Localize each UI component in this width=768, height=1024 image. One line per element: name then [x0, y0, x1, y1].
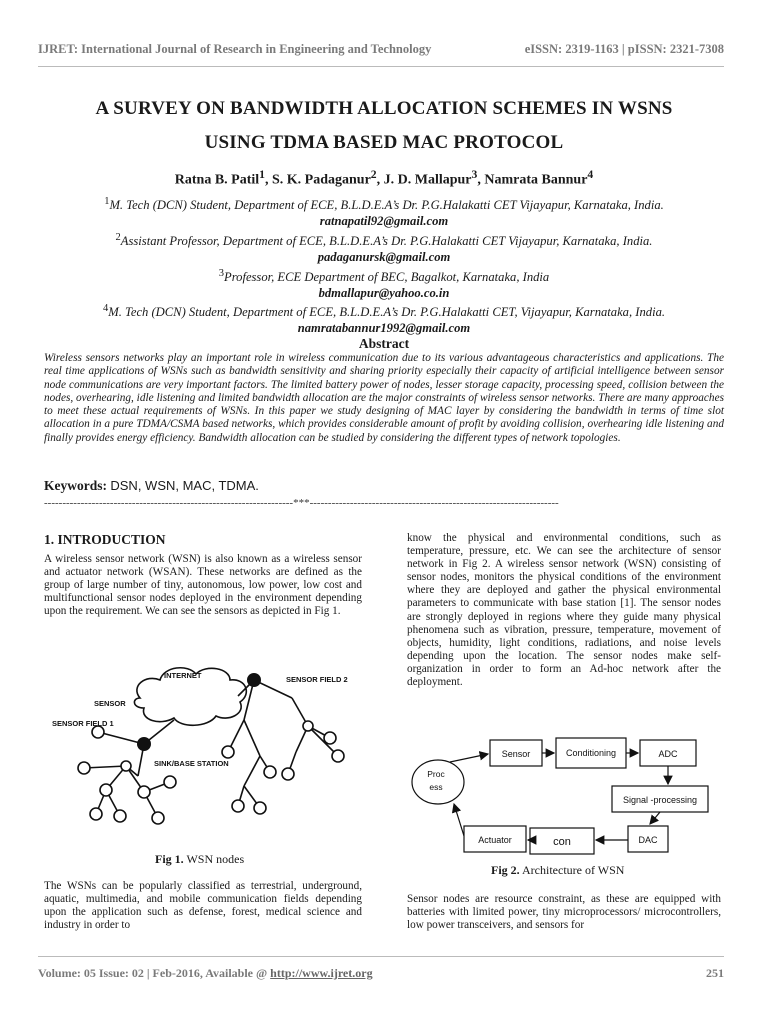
author-name: J. D. Mallapur	[383, 172, 472, 188]
sensor-field-2-label: SENSOR FIELD 2	[286, 675, 348, 684]
paper-title	[0, 92, 768, 160]
figure-wsn-architecture	[410, 732, 722, 856]
block-sensor: Sensor	[501, 749, 531, 759]
affil-sup: 1	[104, 196, 110, 207]
internet-label: INTERNET	[164, 671, 202, 680]
affiliation-text: Assistant Professor, Department of ECE, B.L.D.E.A’s Dr. P.G.Halakatti CET Vijayapur, Karnataka, India.	[120, 233, 653, 248]
affiliation-text: M. Tech (DCN) Student, Department of ECE, B.L.D.E.A’s Dr. P.G.Halakatti CET Vijayapur, Karnataka, India.	[109, 198, 664, 213]
author-list: Ratna B. Patil$^1$, S. K. Padaganur$^2$, J. D. Mallapur$^3$, Namrata Bannur$^4$	[174, 168, 594, 188]
block-conditioning: Conditioning	[565, 748, 617, 758]
block-dac: DAC	[638, 835, 658, 845]
affiliation-text: Professor, ECE Department of BEC, Bagalkot, Karnataka, India	[224, 269, 550, 284]
author-sup: 2	[370, 168, 377, 181]
block-con: con	[553, 836, 571, 848]
section-heading: 1. INTRODUCTION	[44, 532, 166, 547]
fig1-caption	[155, 852, 244, 867]
block-process-line1: Proc	[427, 769, 445, 779]
affil-sup: 2	[115, 231, 121, 243]
footer-volume-text: Volume: 05 Issue: 02 | Feb-2016, Available @	[38, 966, 271, 980]
affiliations	[44, 194, 724, 337]
journal-url-link[interactable]: http://www.ijret.org	[270, 966, 373, 980]
author-name: S. K. Padaganur	[271, 172, 371, 188]
abstract-heading: Abstract	[358, 336, 410, 351]
journal-name: IJRET: International Journal of Research in Engineering and Technology	[38, 42, 432, 56]
fig1-caption-label: Fig 1.	[155, 852, 184, 866]
keywords	[44, 478, 259, 494]
block-adc: ADC	[658, 749, 678, 759]
page-number: 251	[706, 966, 724, 980]
figure-wsn-nodes	[48, 656, 368, 846]
block-process-line2: ess	[429, 782, 443, 792]
author-email[interactable]: bdmallapur@yahoo.co.in	[318, 285, 450, 300]
abstract-text: Wireless sensors networks play an important role in wireless communication due to its various advantageous characteristics and applications. The real time applications of WSNs such as bandwidth sensitivity and sharing priority especially their capacity of artificial intelligence between sensor node communications are very important factors. The limited battery power of nodes, lesser storage capacity, processing speed, collision between the nodes, overhearing, idle listening and limited bandwidth allocation are the major constraints of wireless sensor networks. There are many approaches to meet these actual requirements of WSNs. In this paper we study designing of MAC layer by considering the bandwidth in terms of time slot allocation in a pure TDMA/CSMA based networks, which provides considerable amount of profit by avoiding collision, overhearing idle listening and finally provides energy efficiency. Bandwidth allocation can be studied by considering the different types of network topologies.	[44, 352, 724, 444]
sensor-field-1-label: SENSOR FIELD 1	[52, 719, 114, 728]
issn: eISSN: 2319-1163 | pISSN: 2321-7308	[524, 42, 724, 56]
footer-rule	[38, 956, 724, 957]
title-line-1: A SURVEY ON BANDWIDTH ALLOCATION SCHEMES IN WSNS	[95, 98, 673, 119]
block-actuator: Actuator	[478, 835, 512, 845]
sensor-label: SENSOR	[94, 699, 126, 708]
author-sup: 3	[471, 168, 478, 181]
keywords-label: Keywords:	[44, 478, 107, 493]
author-email[interactable]: padaganursk@gmail.com	[317, 249, 451, 264]
fig2-caption-text: Architecture of WSN	[522, 863, 625, 877]
col2-paragraph-1: know the physical and environmental conditions, such as temperature, pressure, etc. We can see the architecture of sensor network in Fig 2. A wireless sensor network (WSN) consisting of sensor nodes, monitors the physical conditions of the environment where they are deployed and gather the physical environmental parameters to communicate with base station [1]. The sensor nodes are strongly deployed in regions where they guide many physical phenomena such as vibration, pressure, temperature, movement of objects, humidity, light conditions, radiations, and noise levels depending upon the location. The sensor nodes make self-organization in order to form an Ad-hoc network after the deployment.	[407, 532, 721, 689]
fig2-caption-label: Fig 2.	[491, 863, 520, 877]
fig1-caption-text: WSN nodes	[186, 852, 245, 866]
affil-sup: 3	[218, 267, 225, 279]
sink-label: SINK/BASE STATION	[154, 759, 229, 768]
affiliation-text: M. Tech (DCN) Student, Department of ECE, B.L.D.E.A’s Dr. P.G.Halakatti CET, Vijayapur, Karnataka, India.	[108, 305, 666, 320]
author-name: Namrata Bannur	[484, 172, 588, 188]
section-separator: --------------------------------------------------------------------***--------------------------------------------------------------------	[44, 497, 559, 509]
keywords-value: DSN, WSN, MAC, TDMA.	[110, 478, 259, 493]
col2-paragraph-2: Sensor nodes are resource constraint, as these are equipped with batteries with limited power, tiny microprocessors/ microcontrollers, low power transceivers, and sensors for	[407, 893, 721, 932]
footer-volume	[38, 966, 373, 981]
col1-paragraph-2: The WSNs can be popularly classified as terrestrial, underground, aquatic, multimedia, and mobile communication fields depending upon the application such as defense, forest, medical science and industry in order to	[44, 880, 362, 932]
header-rule	[38, 66, 724, 67]
affil-sup: 4	[102, 303, 109, 315]
author-sup: 4	[587, 168, 594, 181]
fig2-caption	[491, 863, 624, 878]
block-signal-processing: Signal -processing	[622, 795, 698, 805]
author-name: Ratna B. Patil	[174, 172, 260, 188]
author-email[interactable]: ratnapatil92@gmail.com	[319, 213, 449, 228]
col1-paragraph-1: A wireless sensor network (WSN) is also known as a wireless sensor and actuator network (WSAN). These networks are defined as the group of large number of tiny, autonomous, low power, low cost and multifunctional sensor nodes deployed in the environment depending upon the requirement. We can see the sensors as depicted in Fig 1.	[44, 553, 362, 618]
author-sup: 1	[259, 168, 265, 181]
author-email[interactable]: namratabannur1992@gmail.com	[297, 321, 471, 336]
title-line-2: USING TDMA BASED MAC PROTOCOL	[204, 132, 564, 153]
